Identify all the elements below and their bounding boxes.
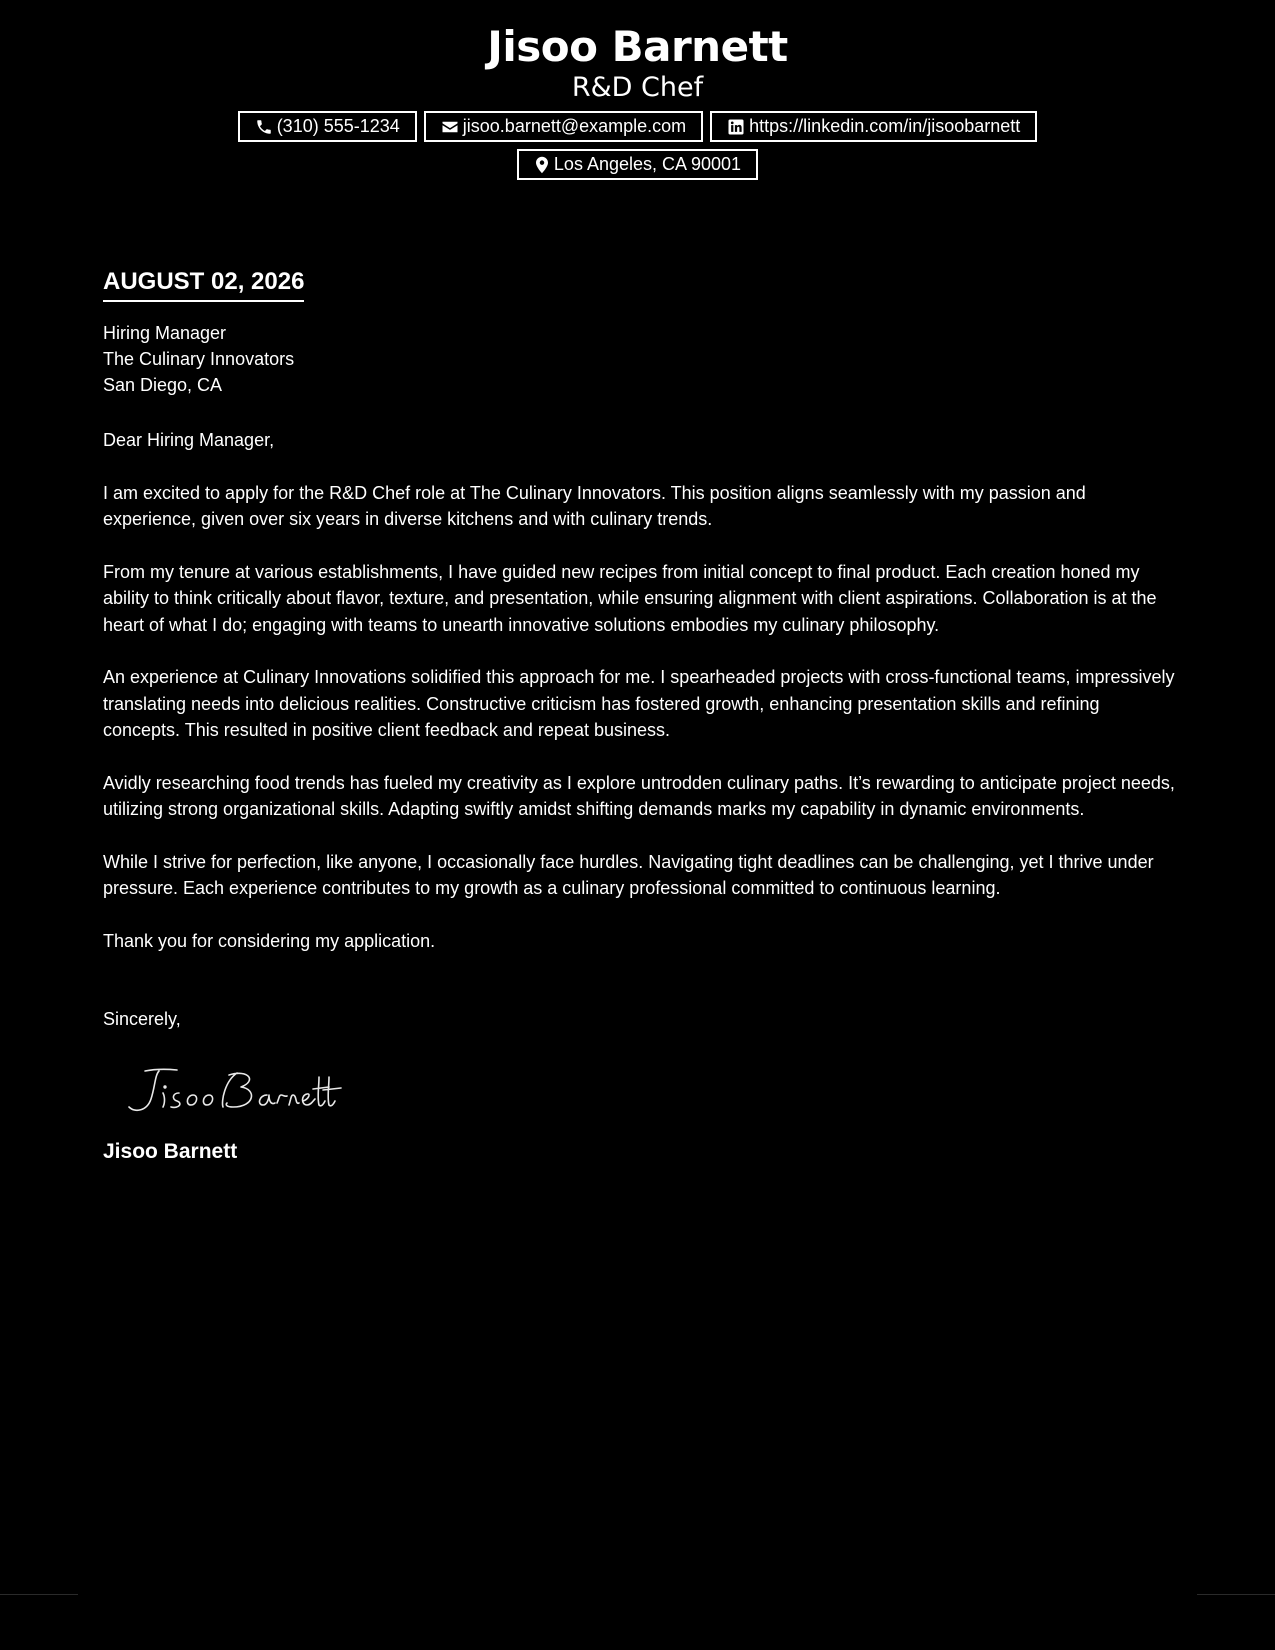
salutation: Dear Hiring Manager, — [103, 430, 275, 450]
letter-date: AUGUST 02, 2026 — [103, 266, 304, 302]
map-pin-icon — [534, 156, 550, 174]
body-paragraph: I am excited to apply for the R&D Chef role at The Culinary Innovators. This position aligns seamlessly with my passion and experience, given over six years in diverse kitchens and with culinary trends. — [103, 482, 1086, 529]
letter-header — [0, 22, 1275, 180]
applicant-title: R&D Chef — [571, 72, 704, 103]
body-paragraph: Thank you for considering my application. — [103, 930, 436, 951]
body-paragraph: An experience at Culinary Innovations solidified this approach for me. I spearheaded projects with cross-functional teams, impressively translating needs into delicious realities. Constructive criticism has fostered growth, enhancing presentation skills and refining concepts. This resulted in positive client feedback and repeat business. — [103, 667, 1175, 740]
contact-row — [0, 111, 1275, 142]
linkedin-contact[interactable] — [710, 111, 1037, 142]
footer-rule-left — [0, 1594, 78, 1595]
applicant-name: Jisoo Barnett — [487, 22, 788, 71]
recipient-line: Hiring Manager — [103, 323, 227, 343]
footer-rule-right — [1197, 1594, 1275, 1595]
email-text: jisoo.barnett@example.com — [462, 116, 687, 136]
phone-icon — [255, 118, 273, 136]
letter-body — [103, 266, 1175, 1165]
closing: Sincerely, — [103, 1009, 181, 1029]
email-contact[interactable] — [424, 111, 703, 142]
body-paragraph: While I strive for perfection, like anyone, I occasionally face hurdles. Navigating tight deadlines can be challenging, yet I thrive under pressure. Each experience contributes to my growth as a culinary professional committed to continuous learning. — [103, 851, 1154, 898]
contact-row-location — [0, 149, 1275, 180]
linkedin-icon — [727, 118, 745, 136]
phone-contact[interactable] — [238, 111, 417, 142]
body-paragraph: Avidly researching food trends has fueled my creativity as I explore untrodden culinary paths. It’s rewarding to anticipate project needs, utilizing strong organizational skills. Adapting swiftly amidst shifting demands marks my capability in dynamic environments. — [103, 772, 1175, 819]
recipient-company: The Culinary Innovators — [103, 349, 295, 369]
phone-text: (310) 555-1234 — [276, 116, 400, 136]
signer-name: Jisoo Barnett — [103, 1139, 238, 1163]
handwritten-signature — [125, 1063, 1175, 1123]
body-paragraph: From my tenure at various establishments, I have guided new recipes from initial concept to final product. Each creation honed my ability to think critically about flavor, texture, and presentation, while ensuring alignment with client aspirations. Collaboration is at the heart of what I do; engaging with teams to unearth innovative solutions embodies my culinary philosophy. — [103, 561, 1157, 635]
recipient-block — [103, 320, 1175, 398]
location-text: Los Angeles, CA 90001 — [553, 154, 742, 174]
location-contact — [517, 149, 758, 180]
recipient-location: San Diego, CA — [103, 375, 223, 395]
linkedin-text: https://linkedin.com/in/jisoobarnett — [749, 116, 1021, 136]
envelope-icon — [441, 118, 459, 136]
